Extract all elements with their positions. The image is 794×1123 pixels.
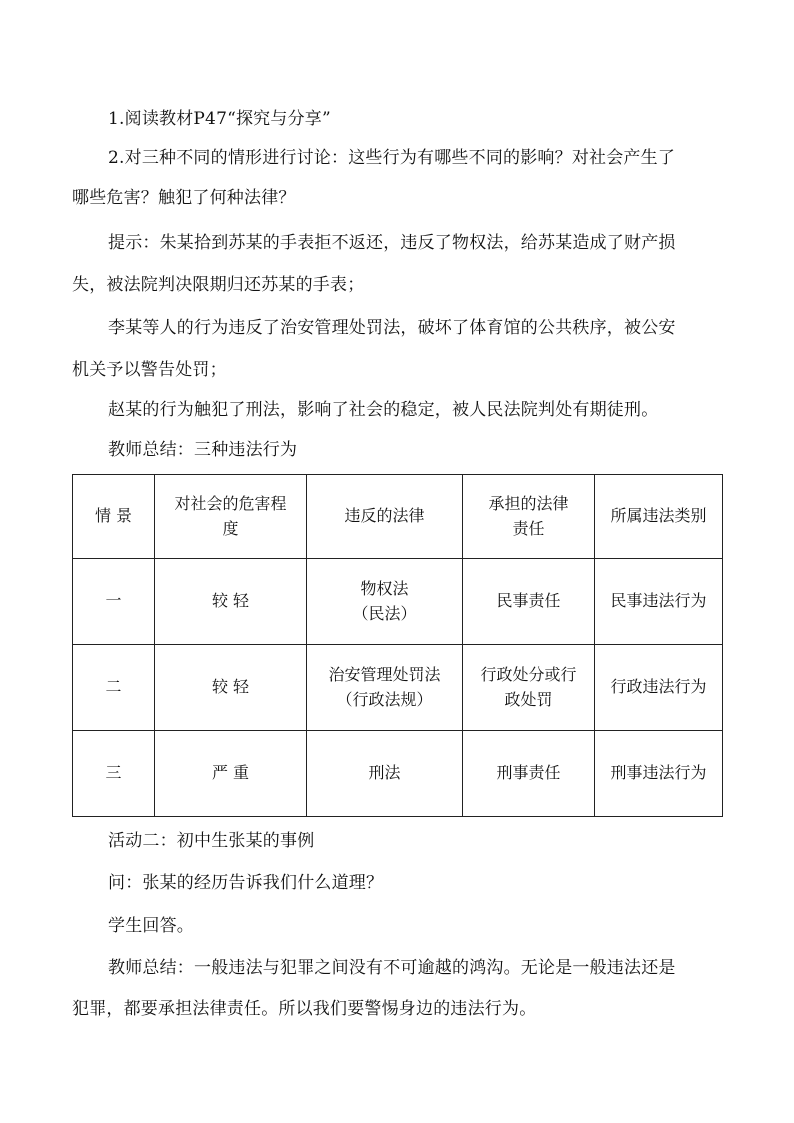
header-liability-label-line1: 承担的法律 [488,493,569,513]
cell-liability: 刑事责任 [463,731,595,817]
teacher-summary-heading: 教师总结：三种违法行为 [108,440,298,460]
violation-types-table [72,474,723,817]
cell-law-line1: 物权法 [360,578,409,598]
step-1-text: 1.阅读教材P47“探究与分享” [108,109,331,129]
cell-scenario: 二 [73,645,155,731]
cell-law-line2: （行政法规） [336,689,433,709]
cell-liability-line2: 政处罚 [504,689,553,709]
header-harm-degree [155,475,307,559]
header-category-label: 所属违法类别 [610,506,707,526]
header-legal-liability [463,475,595,559]
cell-scenario: 一 [73,559,155,645]
activity-2-heading: 活动二：初中生张某的事例 [108,831,315,851]
case-2-text-line2: 机关予以警告处罚； [72,360,227,380]
cell-liability: 民事责任 [463,559,595,645]
question-text: 问：张某的经历告诉我们什么道理？ [108,873,384,893]
cell-law-line2: （民法） [352,603,417,623]
cell-harm: 较 轻 [155,645,307,731]
cell-liability [463,645,595,731]
header-violated-law [307,475,463,559]
cell-harm: 严 重 [155,731,307,817]
header-scenario-label: 情 景 [94,506,133,526]
hint-text-line1: 提示：朱某拾到苏某的手表拒不返还，违反了物权法，给苏某造成了财产损 [108,233,676,253]
student-answer-text: 学生回答。 [108,916,194,936]
header-law-label: 违反的法律 [344,506,425,526]
table-row [73,731,723,817]
cell-law-line1: 治安管理处罚法 [328,664,441,684]
header-violation-category [595,475,723,559]
case-2-text-line1: 李某等人的行为违反了治安管理处罚法，破坏了体育馆的公共秩序，被公安 [108,318,676,338]
header-scenario [73,475,155,559]
cell-harm: 较 轻 [155,559,307,645]
header-harm-label-line1: 对社会的危害程 [174,493,287,513]
case-3-text: 赵某的行为触犯了刑法，影响了社会的稳定，被人民法院判处有期徒刑。 [108,400,659,420]
teacher-conclusion-line2: 犯罪，都要承担法律责任。所以我们要警惕身边的违法行为。 [72,999,537,1019]
cell-law [307,645,463,731]
cell-liability-line1: 行政处分或行 [480,664,577,684]
step-2-text-line2: 哪些危害？触犯了何种法律？ [72,188,296,208]
step-2-text-line1: 2.对三种不同的情形进行讨论：这些行为有哪些不同的影响？对社会产生了 [108,148,676,168]
table-header-row [73,475,723,559]
cell-category: 民事违法行为 [595,559,723,645]
cell-category: 行政违法行为 [595,645,723,731]
header-harm-label-line2: 度 [222,518,239,538]
cell-law: 刑法 [307,731,463,817]
table-row [73,559,723,645]
cell-law [307,559,463,645]
cell-category: 刑事违法行为 [595,731,723,817]
cell-scenario: 三 [73,731,155,817]
hint-text-line2: 失，被法院判决限期归还苏某的手表； [72,275,365,295]
teacher-conclusion-line1: 教师总结：一般违法与犯罪之间没有不可逾越的鸿沟。无论是一般违法还是 [108,958,676,978]
table-row [73,645,723,731]
header-liability-label-line2: 责任 [512,518,545,538]
